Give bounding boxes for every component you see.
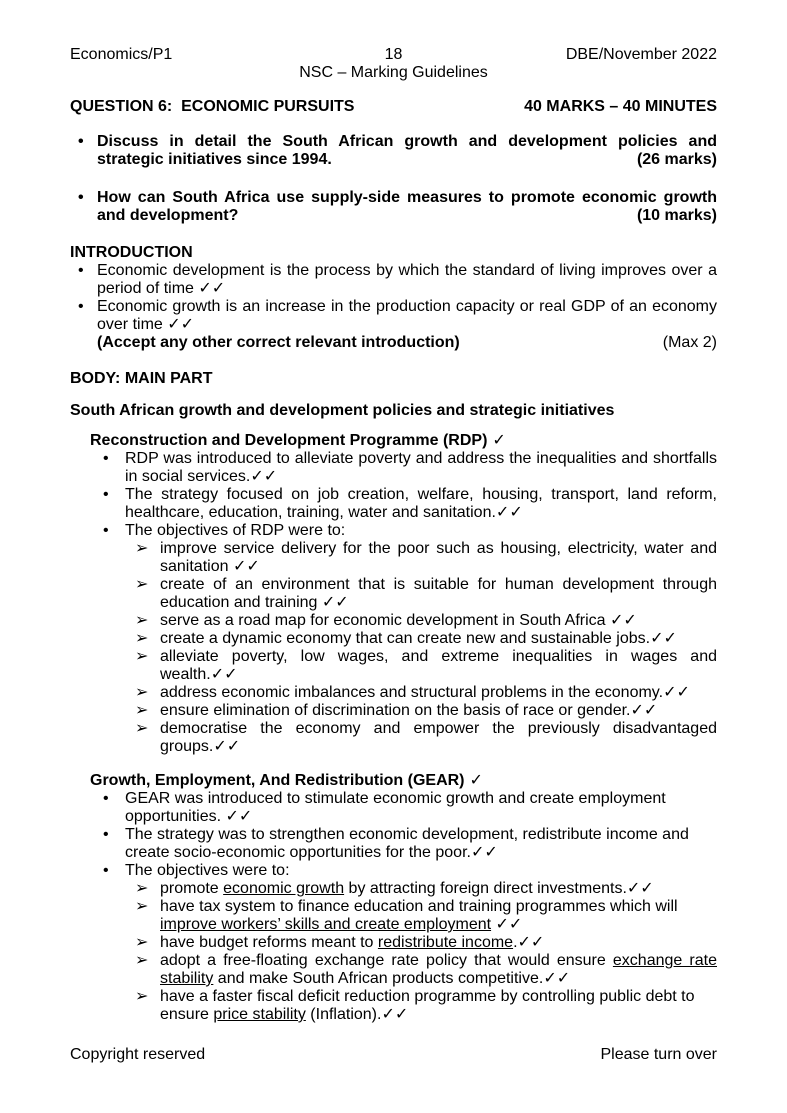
- arrow-icon: ➢: [135, 612, 149, 629]
- list-item: [70, 790, 717, 826]
- list-item: [70, 648, 717, 684]
- list-item-text: democratise the economy and empower the previously disadvantaged groups.✓✓: [160, 720, 717, 755]
- question-text: Discuss in detail the South African growth and development policies and strategic initiatives since 1994.: [97, 133, 717, 168]
- header-doc-title: Economics/P1: [70, 46, 173, 63]
- section-heading-body: BODY: MAIN PART: [70, 370, 213, 387]
- list-item: [70, 298, 717, 352]
- header-doc-ref: DBE/November 2022: [565, 46, 717, 63]
- marks-label: (26 marks): [636, 151, 717, 168]
- list-item: [70, 862, 717, 880]
- underlined-text: exchange rate stability: [160, 952, 717, 987]
- list-item-text: The objectives were to:: [125, 862, 290, 879]
- list-item: [70, 934, 717, 952]
- underlined-text: redistribute income: [377, 934, 514, 951]
- list-item: [70, 702, 717, 720]
- list-item-text: RDP was introduced to alleviate poverty and address the inequalities and shortfalls in social services.✓✓: [125, 450, 717, 485]
- list-item-text: The objectives of RDP were to:: [125, 522, 346, 539]
- bullet-icon: •: [103, 486, 109, 503]
- list-item-text: have budget reforms meant to: [160, 934, 378, 951]
- list-item: [70, 952, 717, 988]
- list-item: [70, 540, 717, 576]
- list-item-text: .✓✓: [513, 934, 545, 951]
- question-item: [70, 189, 717, 225]
- list-item: [70, 684, 717, 702]
- marks-allocation: 40 MARKS – 40 MINUTES: [524, 98, 717, 115]
- list-item-text: and make South African products competitive.✓✓: [213, 970, 571, 987]
- rdp-heading: Reconstruction and Development Programme (RDP) ✓: [90, 432, 506, 449]
- page-footer: [70, 1046, 717, 1064]
- check-icon: ✓: [469, 772, 483, 789]
- list-item-text: serve as a road map for economic development in South Africa ✓✓: [160, 612, 637, 629]
- footer-copyright: Copyright reserved: [70, 1046, 206, 1063]
- question-item: [70, 133, 717, 169]
- check-icon: ✓: [492, 432, 506, 449]
- list-item-text: The strategy was to strengthen economic development, redistribute income and create socio-economic opportunities for the poor.✓✓: [125, 826, 689, 861]
- bullet-icon: •: [103, 862, 109, 879]
- list-item-text: ensure elimination of discrimination on the basis of race or gender.✓✓: [160, 702, 658, 719]
- marker-note-row: [97, 334, 717, 352]
- page-header: [70, 46, 717, 82]
- bullet-icon: •: [78, 133, 84, 150]
- list-item-text: have a faster fiscal deficit reduction programme by controlling public debt to ensure: [160, 988, 695, 1023]
- arrow-icon: ➢: [135, 684, 149, 701]
- list-item-text: create of an environment that is suitable for human development through education and training ✓✓: [160, 576, 717, 611]
- bullet-icon: •: [103, 826, 109, 843]
- question-title: QUESTION 6: ECONOMIC PURSUITS: [70, 98, 355, 115]
- list-item-text: create a dynamic economy that can create new and sustainable jobs.✓✓: [160, 630, 677, 647]
- list-item-text: Economic growth is an increase in the production capacity or real GDP of an economy over time ✓✓: [97, 298, 717, 333]
- marker-note: (Accept any other correct relevant introduction): [97, 334, 460, 351]
- arrow-icon: ➢: [135, 720, 149, 737]
- underlined-text: economic growth: [223, 880, 345, 897]
- underlined-text: price stability: [213, 1006, 306, 1023]
- header-subtitle: NSC – Marking Guidelines: [299, 64, 488, 81]
- arrow-icon: ➢: [135, 648, 149, 665]
- bullet-icon: •: [103, 522, 109, 539]
- section-heading-introduction: INTRODUCTION: [70, 244, 193, 261]
- list-item-text: adopt a free-floating exchange rate policy that would ensure: [160, 952, 613, 969]
- list-item: [70, 486, 717, 522]
- list-item-text: ✓✓: [491, 916, 523, 933]
- list-item-text: address economic imbalances and structural problems in the economy.✓✓: [160, 684, 690, 701]
- arrow-icon: ➢: [135, 702, 149, 719]
- list-item-text: promote: [160, 880, 224, 897]
- marks-label: (10 marks): [636, 207, 717, 224]
- list-item: [70, 880, 717, 898]
- arrow-icon: ➢: [135, 630, 149, 647]
- question-title-row: [70, 98, 717, 116]
- arrow-icon: ➢: [135, 988, 149, 1005]
- list-item-text: GEAR was introduced to stimulate economic growth and create employment opportunities. ✓✓: [125, 790, 666, 825]
- list-item: [70, 988, 717, 1024]
- list-item-text: The strategy focused on job creation, welfare, housing, transport, land reform, healthcare, education, training, water and sanitation.✓✓: [125, 486, 717, 521]
- gear-heading: Growth, Employment, And Redistribution (GEAR) ✓: [90, 772, 483, 789]
- list-item: [70, 522, 717, 540]
- list-item: [70, 612, 717, 630]
- arrow-icon: ➢: [135, 898, 149, 915]
- arrow-icon: ➢: [135, 934, 149, 951]
- list-item: [70, 720, 717, 756]
- list-item: [70, 898, 717, 934]
- list-item-text: (Inflation).✓✓: [305, 1006, 409, 1023]
- section-subheading: South African growth and development policies and strategic initiatives: [70, 402, 615, 419]
- arrow-icon: ➢: [135, 540, 149, 557]
- bullet-icon: •: [103, 450, 109, 467]
- list-item: [70, 630, 717, 648]
- list-item-text: improve service delivery for the poor such as housing, electricity, water and sanitation ✓✓: [160, 540, 717, 575]
- footer-turn-over: Please turn over: [600, 1046, 717, 1063]
- list-item-text: Economic development is the process by which the standard of living improves over a period of time ✓✓: [97, 262, 717, 297]
- question-text: How can South Africa use supply-side measures to promote economic growth and development?: [97, 189, 717, 224]
- bullet-icon: •: [78, 189, 84, 206]
- list-item: [70, 576, 717, 612]
- list-item-text: by attracting foreign direct investments.✓✓: [344, 880, 654, 897]
- underlined-text: improve workers’ skills and create employment: [160, 916, 492, 933]
- arrow-icon: ➢: [135, 576, 149, 593]
- list-item: [70, 826, 717, 862]
- list-item: [70, 450, 717, 486]
- max-marks-label: (Max 2): [662, 334, 717, 351]
- bullet-icon: •: [103, 790, 109, 807]
- list-item-text: alleviate poverty, low wages, and extreme inequalities in wages and wealth.✓✓: [160, 648, 717, 683]
- bullet-icon: •: [78, 262, 84, 279]
- list-item: [70, 262, 717, 298]
- list-item-text: have tax system to finance education and training programmes which will: [160, 898, 678, 915]
- header-page-number: 18: [384, 46, 403, 63]
- arrow-icon: ➢: [135, 880, 149, 897]
- bullet-icon: •: [78, 298, 84, 315]
- arrow-icon: ➢: [135, 952, 149, 969]
